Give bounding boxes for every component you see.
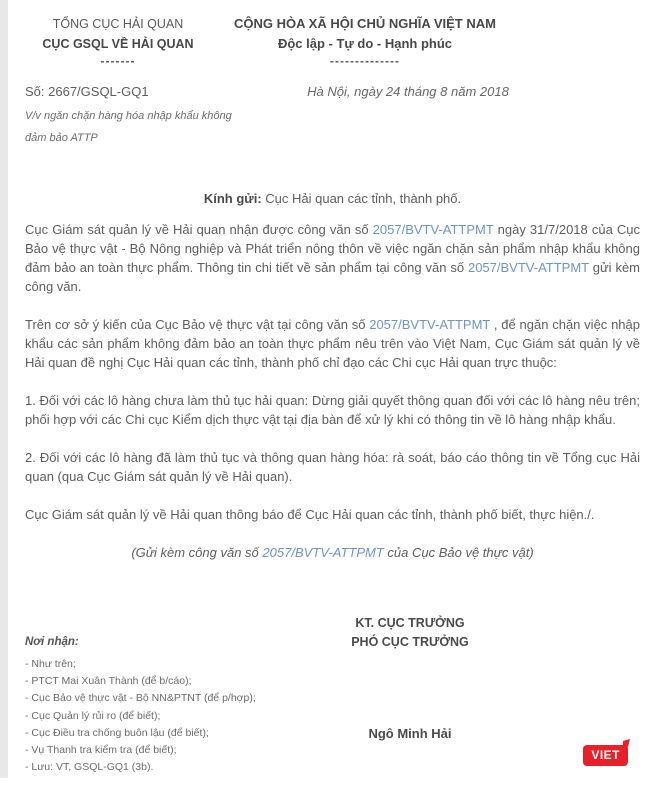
viet-logo-badge[interactable] <box>583 745 628 766</box>
recipient-item: - Lưu: VT, GSQL-GQ1 (3b). <box>25 761 154 774</box>
paragraph-text: Trên cơ sở ý kiến của Cục Bảo vệ thực vật tại công văn số <box>25 317 370 332</box>
paragraph <box>25 543 640 562</box>
logo-corner-icon <box>622 738 632 748</box>
salutation-line <box>25 191 640 206</box>
document-link[interactable]: 2057/BVTV-ATTPMT <box>369 317 491 332</box>
salutation-label: Kính gửi: <box>203 191 262 206</box>
paragraph-text: ngày 31/7/2018 của Cục Bảo vệ thực vật - Bộ Nông nghiệp và Phát triển nông thôn về việc ngăn chặn sản phẩm nhập khẩu không đảm bảo an toàn thực phẩm. Thông tin chi tiết về sản phẩm tại công văn số <box>25 222 640 275</box>
document-header <box>25 14 640 68</box>
viet-logo-text: VIET <box>591 748 620 762</box>
paragraph-text: 1. Đối với các lô hàng chưa làm thủ tục hải quan: Dừng giải quyết thông quan đối với các lô hàng nêu trên; phối hợp với các Chi cục Kiểm dịch thực vật tại địa bàn để xử lý khi có thông tin về lô hàng nhập khẩu. <box>25 393 640 427</box>
recipient-item: - Cục Quản lý rủi ro (để biết); <box>25 709 161 722</box>
signer-name: Ngô Minh Hải <box>368 726 452 741</box>
signature-title-2: PHÓ CỤC TRƯỞNG <box>351 635 469 649</box>
paragraph-text: (Gửi kèm công văn số <box>131 545 263 560</box>
document-link[interactable]: 2057/BVTV-ATTPMT <box>372 222 494 237</box>
agency-divider: ------- <box>100 54 136 68</box>
document-link[interactable]: 2057/BVTV-ATTPMT <box>262 545 384 560</box>
document-footer <box>25 562 640 787</box>
salutation-text: Cục Hải quan các tỉnh, thành phố. <box>261 191 462 206</box>
agency-name: CỤC GSQL VỀ HẢI QUAN <box>42 37 194 51</box>
place-and-date: Hà Nội, ngày 24 tháng 8 năm 2018 <box>307 84 509 99</box>
paragraph-text: , để ngăn chặn việc nhập khẩu các sản phẩm không đảm bảo an toàn thực phẩm nêu trên vào Việt Nam, Cục Giám sát quản lý về Hải quan đề nghị Cục Hải quan các tỉnh, thành phố chỉ đạo các Chi cục Hải quan trực thuộc: <box>25 317 640 370</box>
motto: Độc lập - Tự do - Hạnh phúc <box>277 36 453 51</box>
document-content <box>8 0 664 778</box>
national-motto-block <box>211 14 519 68</box>
recipient-item: - Cục Điều tra chống buôn lậu (để biết); <box>25 726 209 739</box>
recipient-item: - PTCT Mai Xuân Thành (để b/cáo); <box>25 675 192 688</box>
recipients-label: Nơi nhận: <box>25 636 79 648</box>
country-title: CỘNG HÒA XÃ HỘI CHỦ NGHĨA VIỆT NAM <box>234 16 496 31</box>
paragraph <box>25 505 640 524</box>
recipients-list <box>25 656 256 776</box>
document-body <box>25 220 640 562</box>
page-edge-strip <box>0 0 8 778</box>
paragraph <box>25 220 640 296</box>
paragraph <box>25 391 640 429</box>
paragraph <box>25 448 640 486</box>
paragraph-text: gửi kèm công văn. <box>25 260 641 294</box>
recipient-item: - Như trên; <box>25 658 76 670</box>
recipient-item: - Cục Bảo vệ thực vật - Bộ NN&PTNT (để p/hợp); <box>25 692 256 705</box>
paragraph-text: của Cục Bảo vệ thực vật) <box>383 545 534 560</box>
document-number: Số: 2667/GSQL-GQ1 <box>25 84 149 99</box>
paragraph-text: Cục Giám sát quản lý về Hải quan nhận được công văn số <box>25 222 373 237</box>
site-logo[interactable] <box>583 745 628 766</box>
document-link[interactable]: 2057/BVTV-ATTPMT <box>467 260 589 275</box>
signature-title-1: KT. CỤC TRƯỞNG <box>355 616 465 630</box>
paragraph <box>25 315 640 372</box>
paragraph-text: Cục Giám sát quản lý về Hải quan thông báo để Cục Hải quan các tỉnh, thành phố biết, thực hiện./. <box>25 507 595 522</box>
motto-divider: -------------- <box>330 54 400 68</box>
signature-title-block <box>240 614 580 652</box>
issuing-agency-block <box>25 14 211 68</box>
document-subject: V/v ngăn chặn hàng hóa nhập khẩu không đảm bảo ATTP <box>25 110 232 144</box>
recipient-item: - Vụ Thanh tra kiểm tra (để biết); <box>25 744 177 757</box>
document-meta <box>25 84 640 103</box>
paragraph-text: 2. Đối với các lô hàng đã làm thủ tục và thông quan hàng hóa: rà soát, báo cáo thông tin về Tổng cục Hải quan (qua Cục Giám sát quản lý về Hải quan). <box>25 450 640 484</box>
agency-parent: TỔNG CỤC HẢI QUAN <box>52 17 184 31</box>
